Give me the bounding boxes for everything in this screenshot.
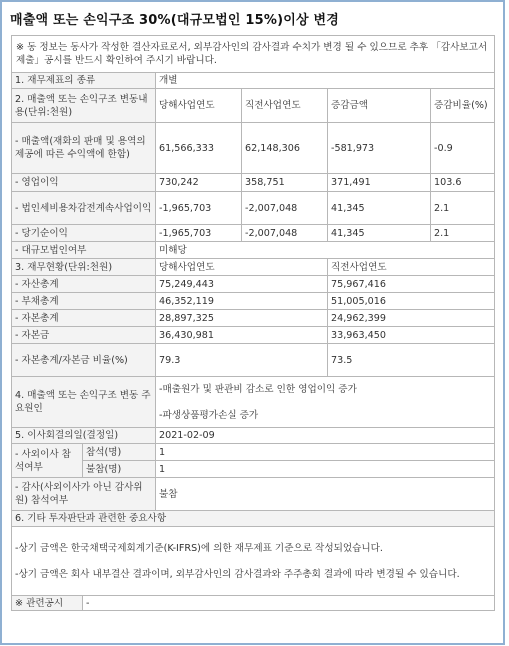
board-date-label: 5. 이사회결의일(결정일) [12,428,156,444]
operating-income-current: 730,242 [156,174,242,192]
operating-income-rate: 103.6 [431,174,495,192]
row-label-capital-stock: - 자본금 [12,327,156,344]
net-income-rate: 2.1 [431,225,495,242]
change-reason-label: 4. 매출액 또는 손익구조 변동 주요원인 [12,377,156,428]
table-row [12,344,495,377]
related-disclosure-label: ※ 관련공시 [12,596,83,611]
table-row [12,192,495,225]
fs-type-value: 개별 [156,73,495,89]
related-disclosure-value: - [83,596,495,611]
row-label-total-liabilities: - 부채총계 [12,293,156,310]
table-row [12,174,495,192]
board-date-value: 2021-02-09 [156,428,495,444]
fs-type-label: 1. 재무제표의 종류 [12,73,156,89]
row-label-total-equity: - 자본총계 [12,310,156,327]
pretax-income-prior: -2,007,048 [242,192,328,225]
revenue-change: -581,973 [328,123,431,174]
large-corp-value: 미해당 [156,242,495,259]
auditor-attendance-value: 불참 [156,478,495,511]
page-title: 매출액 또는 손익구조 30%(대규모법인 15%)이상 변경 [10,13,339,28]
header-change-amount: 증감금액 [328,89,431,123]
other-matters-value: -상기 금액은 한국채택국제회계기준(K-IFRS)에 의한 재무제표 기준으로 작성되었습니다. -상기 금액은 회사 내부결산 결과이며, 외부감사인의 감사결과와 주주총회 결과에 따라 변경될 수 있습니다. [12,527,495,596]
table-row [12,310,495,327]
pretax-income-current: -1,965,703 [156,192,242,225]
financial-status-label: 3. 재무현황(단위:천원) [12,259,156,276]
capital-stock-prior: 33,963,450 [328,327,495,344]
operating-income-prior: 358,751 [242,174,328,192]
equity-ratio-current: 79.3 [156,344,328,377]
row-label-pretax-income: - 법인세비용차감전계속사업이익 [12,192,156,225]
row-label-total-assets: - 자산총계 [12,276,156,293]
table-row [12,327,495,344]
total-assets-current: 75,249,443 [156,276,328,293]
absent-count-value: 1 [156,461,495,478]
revenue-current: 61,566,333 [156,123,242,174]
total-equity-current: 28,897,325 [156,310,328,327]
total-assets-prior: 75,967,416 [328,276,495,293]
operating-income-change: 371,491 [328,174,431,192]
revenue-rate: -0.9 [431,123,495,174]
header-current-year: 당해사업연도 [156,89,242,123]
present-count-label: 참석(명) [83,444,156,461]
table-row [12,293,495,310]
pretax-income-change: 41,345 [328,192,431,225]
row-label-net-income: - 당기순이익 [12,225,156,242]
other-matters-label: 6. 기타 투자판단과 관련한 중요사항 [12,511,495,527]
change-section-label: 2. 매출액 또는 손익구조 변동내용(단위:천원) [12,89,156,123]
header-prior-year: 직전사업연도 [242,89,328,123]
fs-header-prior-year: 직전사업연도 [328,259,495,276]
capital-stock-current: 36,430,981 [156,327,328,344]
pretax-income-rate: 2.1 [431,192,495,225]
table-row [12,276,495,293]
net-income-current: -1,965,703 [156,225,242,242]
revenue-prior: 62,148,306 [242,123,328,174]
change-reason-value: -매출원가 및 판관비 감소로 인한 영업이익 증가 -파생상품평가손실 증가 [156,377,495,428]
total-liabilities-prior: 51,005,016 [328,293,495,310]
net-income-change: 41,345 [328,225,431,242]
row-label-equity-ratio: - 자본총계/자본금 비율(%) [12,344,156,377]
auditor-attendance-label: - 감사(사외이사가 아닌 감사위원) 참석여부 [12,478,156,511]
header-change-rate: 증감비율(%) [431,89,495,123]
row-label-operating-income: - 영업이익 [12,174,156,192]
absent-count-label: 불참(명) [83,461,156,478]
outside-director-label: - 사외이사 참석여부 [12,444,83,478]
notice-text: ※ 동 정보는 동사가 작성한 결산자료로서, 외부감사인의 감사결과 수치가 변경 될 수 있으므로 추후 「감사보고서 제출」공시를 반드시 확인하여 주시기 바랍니다. [12,36,495,73]
fs-header-current-year: 당해사업연도 [156,259,328,276]
equity-ratio-prior: 73.5 [328,344,495,377]
present-count-value: 1 [156,444,495,461]
row-label-revenue: - 매출액(재화의 판매 및 용역의 제공에 따른 수익액에 한함) [12,123,156,174]
total-liabilities-current: 46,352,119 [156,293,328,310]
total-equity-prior: 24,962,399 [328,310,495,327]
net-income-prior: -2,007,048 [242,225,328,242]
table-row [12,225,495,242]
large-corp-label: - 대규모법인여부 [12,242,156,259]
table-row [12,123,495,174]
disclosure-table [11,35,495,611]
